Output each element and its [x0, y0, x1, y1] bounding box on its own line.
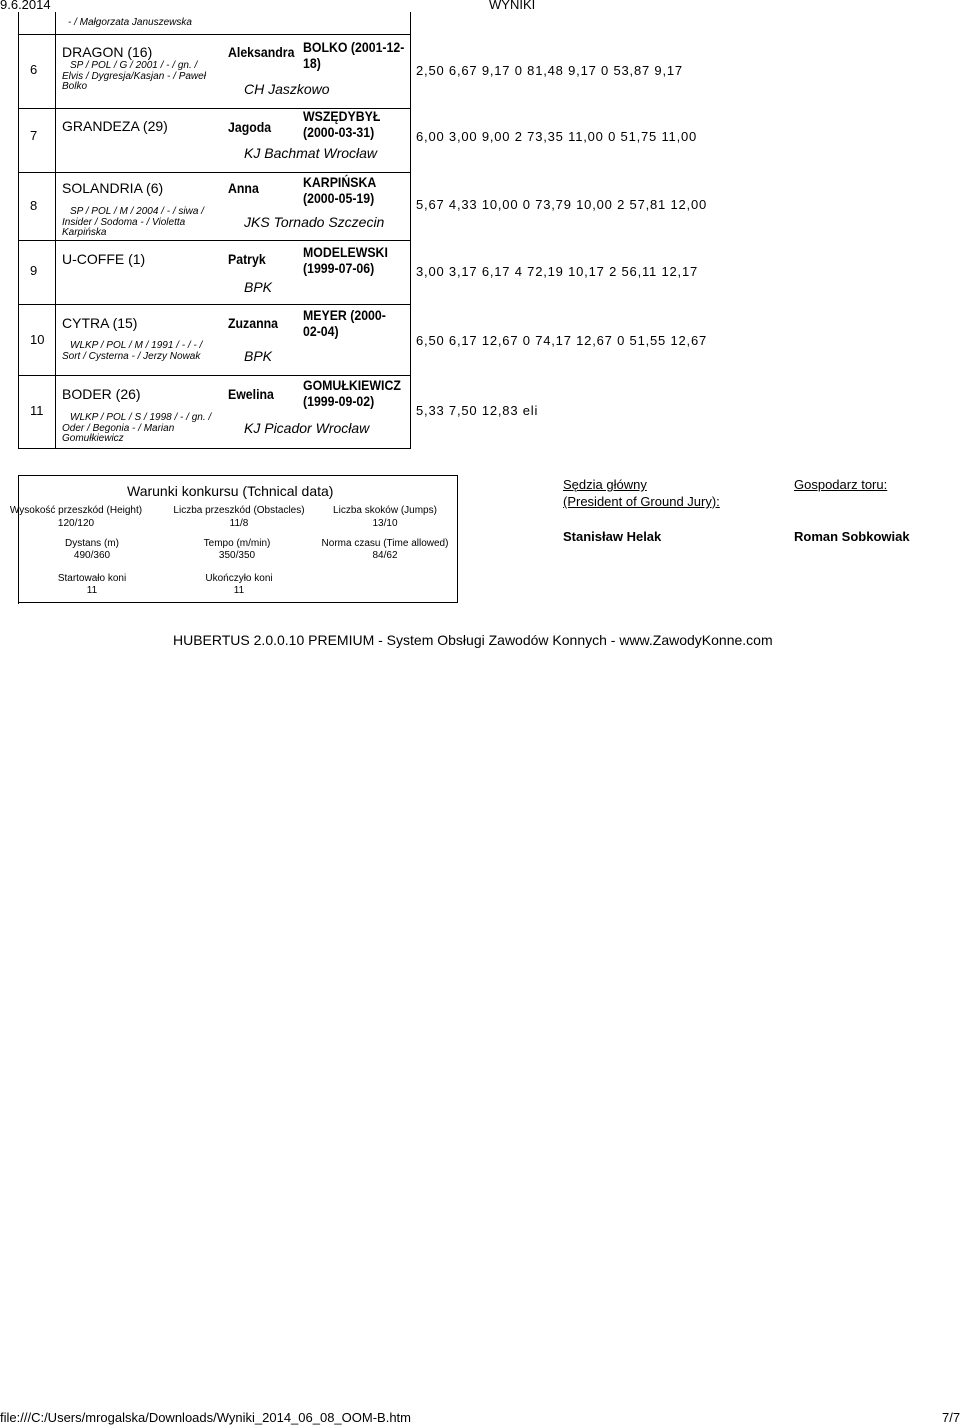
- rider-name: Ewelina: [228, 386, 274, 402]
- president-name: Stanisław Helak: [563, 529, 662, 544]
- start-number: 8: [30, 198, 38, 213]
- score-line: 2,50 6,67 9,17 0 81,48 9,17 0 53,87 9,17: [416, 63, 683, 78]
- time-allowed-label: Norma czasu (Time allowed): [321, 538, 449, 549]
- finished-label: Ukończyło koni: [205, 573, 273, 584]
- rider-surname-dob: MEYER (2000-02-04): [303, 307, 386, 339]
- print-date: 9.6.2014: [0, 0, 51, 12]
- score-line: 6,00 3,00 9,00 2 73,35 11,00 0 51,75 11,00: [416, 129, 698, 144]
- course-designer-label: Gospodarz toru:: [794, 477, 888, 492]
- jumps-label: Liczba skoków (Jumps): [333, 505, 437, 516]
- start-number: 11: [30, 403, 44, 418]
- horse-info: WLKP / POL / M / 1991 / - / - / Sort / Cysterna - / Jerzy Nowak: [62, 340, 203, 362]
- horse-info: WLKP / POL / S / 1998 / - / gn. / Oder / Begonia - / Marian Gomułkiewicz: [62, 412, 212, 444]
- tempo-label: Tempo (m/min): [203, 538, 271, 549]
- score-line: 3,00 3,17 6,17 4 72,19 10,17 2 56,11 12,17: [416, 264, 699, 279]
- rider-surname-dob: WSZĘDYBYŁ (2000-03-31): [303, 108, 381, 140]
- club-name: JKS Tornado Szczecin: [244, 214, 385, 230]
- rider-name: Patryk: [228, 251, 266, 267]
- club-name: CH Jaszkowo: [244, 81, 330, 97]
- rider-name: Jagoda: [228, 119, 272, 135]
- distance-value: 490/360: [73, 550, 111, 561]
- height-value: 120/120: [57, 518, 95, 529]
- horse-name: CYTRA (15): [62, 315, 138, 331]
- horse-name: DRAGON (16): [62, 44, 153, 60]
- jumps-value: 13/10: [372, 518, 398, 529]
- obstacles-label: Liczba przeszkód (Obstacles): [173, 505, 305, 516]
- file-path: file:///C:/Users/mrogalska/Downloads/Wyniki_2014_06_08_OOM-B.htm: [0, 1410, 411, 1425]
- club-name: BPK: [244, 348, 273, 364]
- horse-name: SOLANDRIA (6): [62, 180, 164, 196]
- page-header-title: WYNIKI: [489, 0, 536, 12]
- page-number: 7/7: [942, 1410, 960, 1425]
- row-divider: [18, 240, 411, 241]
- height-label: Wysokość przeszkód (Height): [9, 505, 143, 516]
- started-value: 11: [86, 585, 98, 596]
- row-divider: [18, 375, 411, 376]
- row-divider: [18, 34, 411, 35]
- rider-surname-dob: BOLKO (2001-12-18): [303, 39, 405, 71]
- club-name: KJ Bachmat Wrocław: [244, 145, 378, 161]
- distance-label: Dystans (m): [65, 538, 119, 549]
- time-allowed-value: 84/62: [372, 550, 398, 561]
- rider-surname-dob: MODELEWSKI (1999-07-06): [303, 244, 388, 276]
- conditions-title: Warunki konkursu (Tchnical data): [127, 483, 334, 499]
- start-number: 9: [30, 263, 38, 278]
- row-divider: [18, 172, 411, 173]
- rider-name: Anna: [228, 180, 259, 196]
- course-designer-name: Roman Sobkowiak: [794, 529, 910, 544]
- rider-surname-dob: GOMUŁKIEWICZ (1999-09-02): [303, 377, 401, 409]
- rider-name: Aleksandra: [228, 44, 295, 60]
- row-divider: [18, 304, 411, 305]
- tempo-value: 350/350: [218, 550, 256, 561]
- column-divider: [55, 12, 56, 449]
- start-number: 7: [30, 128, 38, 143]
- horse-info: - / Małgorzata Januszewska: [68, 17, 192, 28]
- horse-name: U-COFFE (1): [62, 251, 146, 267]
- obstacles-value: 11/8: [229, 518, 249, 529]
- start-number: 6: [30, 62, 38, 77]
- started-label: Startowało koni: [57, 573, 127, 584]
- score-line: 5,67 4,33 10,00 0 73,79 10,00 2 57,81 12,00: [416, 197, 708, 212]
- score-line: 5,33 7,50 12,83 eli: [416, 403, 539, 418]
- horse-info: SP / POL / G / 2001 / - / gn. / Elvis / Dygresja/Kasjan - / Paweł Bolko: [62, 60, 206, 92]
- score-line: 6,50 6,17 12,67 0 74,17 12,67 0 51,55 12,67: [416, 333, 708, 348]
- software-credit: HUBERTUS 2.0.0.10 PREMIUM - System Obsługi Zawodów Konnych - www.ZawodyKonne.com: [173, 632, 773, 648]
- rider-name: Zuzanna: [228, 315, 278, 331]
- president-label: Sędzia główny: [563, 477, 647, 492]
- start-number: 10: [30, 332, 45, 347]
- horse-info: SP / POL / M / 2004 / - / siwa / Insider / Sodoma - / Violetta Karpińska: [62, 206, 204, 238]
- club-name: BPK: [244, 279, 273, 295]
- horse-name: GRANDEZA (29): [62, 118, 168, 134]
- horse-name: BODER (26): [62, 386, 141, 402]
- club-name: KJ Picador Wrocław: [244, 420, 370, 436]
- finished-value: 11: [233, 585, 245, 596]
- president-label-en: (President of Ground Jury):: [563, 494, 720, 509]
- rider-surname-dob: KARPIŃSKA (2000-05-19): [303, 174, 376, 206]
